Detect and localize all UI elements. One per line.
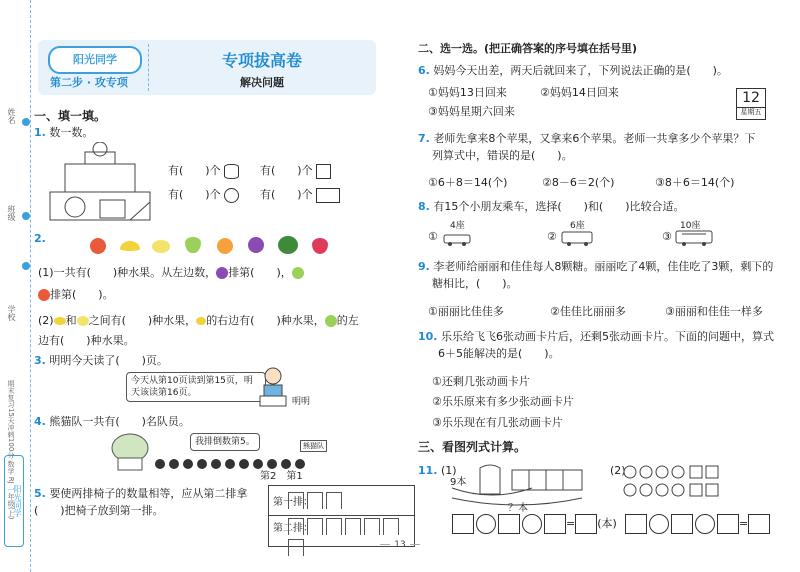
apple-icon <box>38 289 50 301</box>
section-heading: 二、选一选。(把正确答案的序号填在括号里) <box>418 42 638 55</box>
question-5: 5. 要使两排椅子的数量相等，应从第二排拿 ( )把椅子放到第一排。 <box>34 487 248 517</box>
row2-label: 第二排： <box>273 523 313 534</box>
chair-icon <box>326 518 342 535</box>
circles-squares-illustration <box>622 462 722 498</box>
page-subtitle: 解决问题 <box>240 76 284 89</box>
equation-2: = <box>625 514 770 534</box>
sidebar-dot <box>22 262 30 270</box>
lemon-icon <box>152 240 170 253</box>
operator-circle[interactable] <box>695 514 715 534</box>
speech-bubble: 今天从第10页读到第15页，明天该读第16页。 <box>126 372 266 402</box>
van-icon <box>560 230 594 246</box>
page-title: 专项拔高卷 <box>221 51 302 70</box>
brand-logo: 阳光同学 <box>48 46 142 74</box>
question-6: 6. 妈妈今天出差，两天后就回来了，下列说法正确的是( )。 <box>418 64 728 77</box>
banana-icon <box>120 241 140 251</box>
strawberry-icon <box>312 238 328 254</box>
name-label: 姓名 <box>7 108 16 124</box>
school-label: 学校 <box>7 305 16 321</box>
option: ③ <box>662 230 672 243</box>
option: ① <box>428 230 438 243</box>
option: ③丽丽和佳佳一样多 <box>665 305 763 318</box>
count-cylinder: 有( )个 <box>168 162 242 179</box>
blocks-illustration <box>45 142 160 224</box>
chair-icon <box>307 518 323 535</box>
option: ①丽丽比佳佳多 <box>428 305 504 318</box>
option: ②佳佳比丽丽多 <box>550 305 626 318</box>
banana-icon <box>196 317 206 325</box>
team-sign: 熊猫队 <box>300 440 327 452</box>
question-4: 4. 熊猫队一共有( )名队员。 <box>34 415 190 428</box>
apple-icon <box>90 238 106 254</box>
position-labels: 第2 第1 <box>260 471 303 482</box>
left-page <box>30 0 395 572</box>
binding-sidebar <box>0 0 31 572</box>
answer-box[interactable] <box>452 514 474 534</box>
section-heading: 一、填一填。 <box>34 109 107 123</box>
section-heading: 三、看图列式计算。 <box>418 440 527 454</box>
operator-circle[interactable] <box>476 514 496 534</box>
chair-icon <box>288 539 304 556</box>
row1-label: 第一排： <box>273 497 313 508</box>
chairs-row-1 <box>288 492 408 512</box>
question-3: 3. 明明今天读了( )页。 <box>34 354 168 367</box>
option: ②乐乐原来有多少张动画卡片 <box>432 395 574 408</box>
answer-box[interactable] <box>625 514 647 534</box>
stage-label: 第二步 · 攻专项 <box>50 76 128 89</box>
chair-icon <box>288 492 304 509</box>
seat-label: 6座 <box>570 221 585 231</box>
boy-reading-illustration <box>258 366 288 410</box>
books-count-label: 9本 <box>450 477 467 488</box>
panda-speech: 我排倒数第5。 <box>190 433 260 451</box>
books-question-label: ？本 <box>508 503 528 514</box>
option: ②8－6＝2(个) <box>542 176 615 189</box>
cube-icon <box>316 164 331 179</box>
question-11: 11. (1) <box>418 464 457 477</box>
answer-box[interactable] <box>544 514 566 534</box>
answer-box[interactable] <box>575 514 597 534</box>
equation-1: = (本) <box>452 514 617 534</box>
orange-icon <box>217 238 233 254</box>
question-9: 9. 李老师给丽丽和佳佳每人8颗糖。丽丽吃了4颗，佳佳吃了3颗，剩下的 糖相比，( )。 <box>418 260 774 290</box>
page-number: 13 <box>370 540 430 550</box>
grape-icon <box>216 267 228 279</box>
option: ②妈妈14日回来 <box>540 86 619 99</box>
sidebar-dot <box>22 212 30 220</box>
option: ③8＋6＝14(个) <box>655 176 735 189</box>
chair-icon <box>345 518 361 535</box>
sidebar-dot <box>22 118 30 126</box>
lemon-icon <box>77 316 89 326</box>
seat-label: 10座 <box>680 221 701 231</box>
answer-box[interactable] <box>748 514 770 534</box>
count-sphere: 有( )个 <box>168 186 242 203</box>
question-2-part1: (1)一共有( )种水果。从左边数， 排第( )， <box>38 264 304 281</box>
chairs-row-2 <box>288 518 408 538</box>
pear-icon <box>292 267 304 279</box>
count-cuboid: 有( )个 <box>260 186 343 203</box>
table-divider <box>269 515 414 516</box>
question-1: 1. 数一数。 <box>34 126 94 139</box>
chair-icon <box>326 492 342 509</box>
option: ①还剩几张动画卡片 <box>432 375 530 388</box>
question-2-part2: (2) 和 之间有( )种水果， 的右边有( )种水果， 的左 <box>38 314 359 327</box>
bus-icon <box>674 229 714 247</box>
operator-circle[interactable] <box>522 514 542 534</box>
chair-icon <box>288 518 304 535</box>
option: ①6＋8＝14(个) <box>428 176 508 189</box>
chair-icon <box>383 518 399 535</box>
cuboid-icon <box>316 188 340 203</box>
grape-icon <box>248 237 264 253</box>
question-2: 2. <box>34 232 46 245</box>
cylinder-icon <box>224 164 239 179</box>
question-2-part3: 边有( )种水果。 <box>38 334 135 347</box>
option: ③乐乐现在有几张动画卡片 <box>432 416 563 429</box>
option: ③妈妈星期六回来 <box>428 105 515 118</box>
header-banner <box>38 40 376 95</box>
count-cube: 有( )个 <box>260 162 334 179</box>
sphere-icon <box>224 188 239 203</box>
answer-box[interactable] <box>671 514 693 534</box>
question-10: 10. 乐乐给飞飞6张动画卡片后，还剩5张动画卡片。下面的问题中，算式 6＋5能解决的是( )。 <box>418 330 774 360</box>
option: ② <box>547 230 557 243</box>
answer-box[interactable] <box>717 514 739 534</box>
chair-icon <box>364 518 380 535</box>
pear-icon <box>185 237 201 253</box>
option: ①妈妈13日回来 <box>428 86 507 99</box>
series-label: 期末复习15天冲刺100分 数学 RJ 一年级(上) <box>7 380 15 520</box>
seat-label: 4座 <box>450 221 465 231</box>
car-icon <box>442 230 472 246</box>
answer-box[interactable] <box>498 514 520 534</box>
watermelon-icon <box>278 236 298 254</box>
sidebar-logo: 阳光同学 <box>4 455 24 547</box>
panda-team-illustration <box>110 430 310 472</box>
class-label: 班级 <box>7 205 16 221</box>
question-2-part1b: 排第( )。 <box>38 286 114 303</box>
chair-icon <box>307 492 323 509</box>
question-7: 7. 老师先拿来8个苹果，又拿来6个苹果。老师一共拿多少个苹果？下 列算式中，错误的是( )。 <box>418 132 756 162</box>
operator-circle[interactable] <box>649 514 669 534</box>
right-page <box>410 0 790 572</box>
calendar-icon: 12 星期五 <box>736 88 766 120</box>
pear-icon <box>325 315 337 327</box>
banana-icon <box>54 317 66 325</box>
question-11-part2: (2) <box>610 464 626 477</box>
question-8: 8. 有15个小朋友乘车，选择( )和( )比较合适。 <box>418 200 685 213</box>
boy-name: 明明 <box>292 397 311 407</box>
